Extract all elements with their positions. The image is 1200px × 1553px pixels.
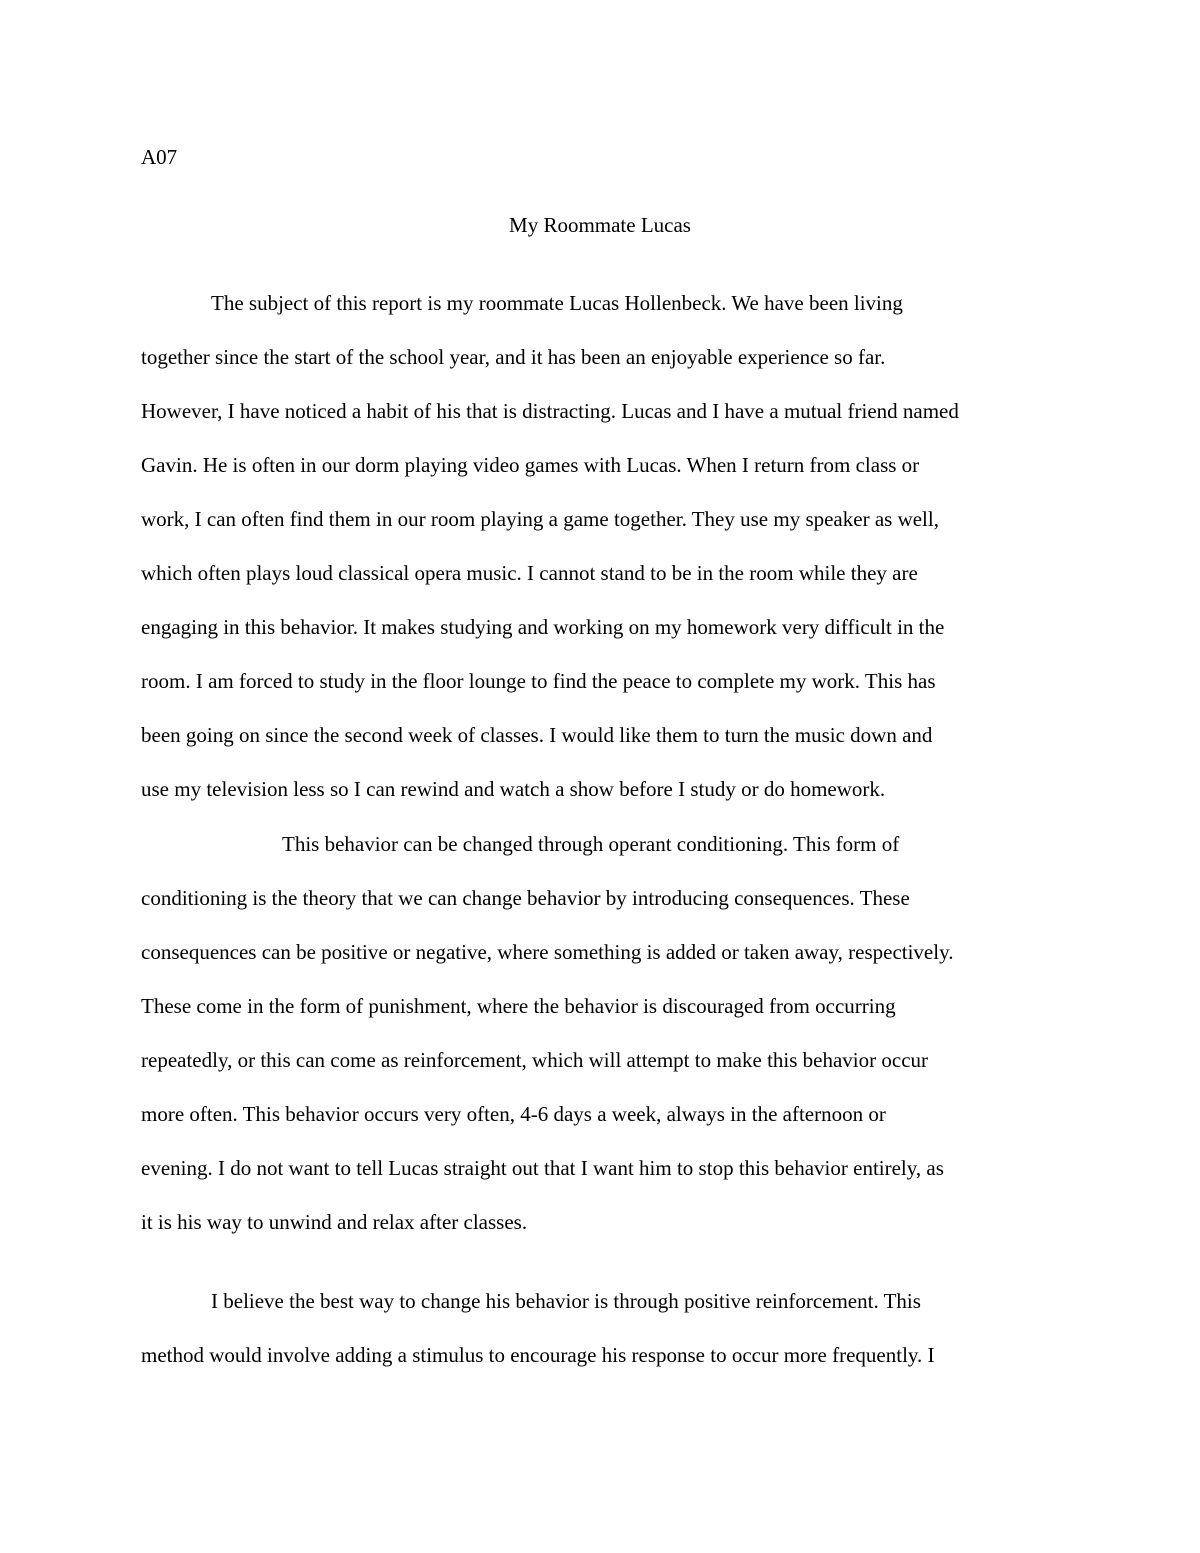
document-id: A07 [141, 145, 178, 169]
text-line: work, I can often find them in our room playing a game together. They use my speaker as well, [141, 507, 939, 531]
text-line: room. I am forced to study in the floor lounge to find the peace to complete my work. This has [141, 669, 936, 693]
text-line: more often. This behavior occurs very often, 4-6 days a week, always in the afternoon or [141, 1102, 886, 1126]
text-line: However, I have noticed a habit of his that is distracting. Lucas and I have a mutual friend named [141, 399, 959, 423]
text-line: Gavin. He is often in our dorm playing video games with Lucas. When I return from class or [141, 453, 920, 477]
document-title: My Roommate Lucas [509, 213, 691, 237]
text-line: This behavior can be changed through operant conditioning. This form of [282, 832, 900, 856]
text-line: The subject of this report is my roommate Lucas Hollenbeck. We have been living [211, 291, 903, 315]
text-line: method would involve adding a stimulus to encourage his response to occur more frequently. I [141, 1343, 935, 1367]
text-line: been going on since the second week of classes. I would like them to turn the music down and [141, 723, 933, 747]
text-line: use my television less so I can rewind and watch a show before I study or do homework. [141, 777, 886, 801]
text-line: evening. I do not want to tell Lucas straight out that I want him to stop this behavior entirely, as [141, 1156, 944, 1180]
text-line: together since the start of the school year, and it has been an enjoyable experience so far. [141, 345, 886, 369]
text-line: engaging in this behavior. It makes studying and working on my homework very difficult in the [141, 615, 945, 639]
text-line: repeatedly, or this can come as reinforcement, which will attempt to make this behavior occur [141, 1048, 929, 1072]
text-line: These come in the form of punishment, where the behavior is discouraged from occurring [141, 994, 896, 1018]
text-line: which often plays loud classical opera music. I cannot stand to be in the room while they are [141, 561, 918, 585]
text-line: conditioning is the theory that we can change behavior by introducing consequences. These [141, 886, 910, 910]
text-line: consequences can be positive or negative, where something is added or taken away, respectively. [141, 940, 954, 964]
text-line: it is his way to unwind and relax after classes. [141, 1210, 528, 1234]
text-line: I believe the best way to change his behavior is through positive reinforcement. This [211, 1289, 921, 1313]
